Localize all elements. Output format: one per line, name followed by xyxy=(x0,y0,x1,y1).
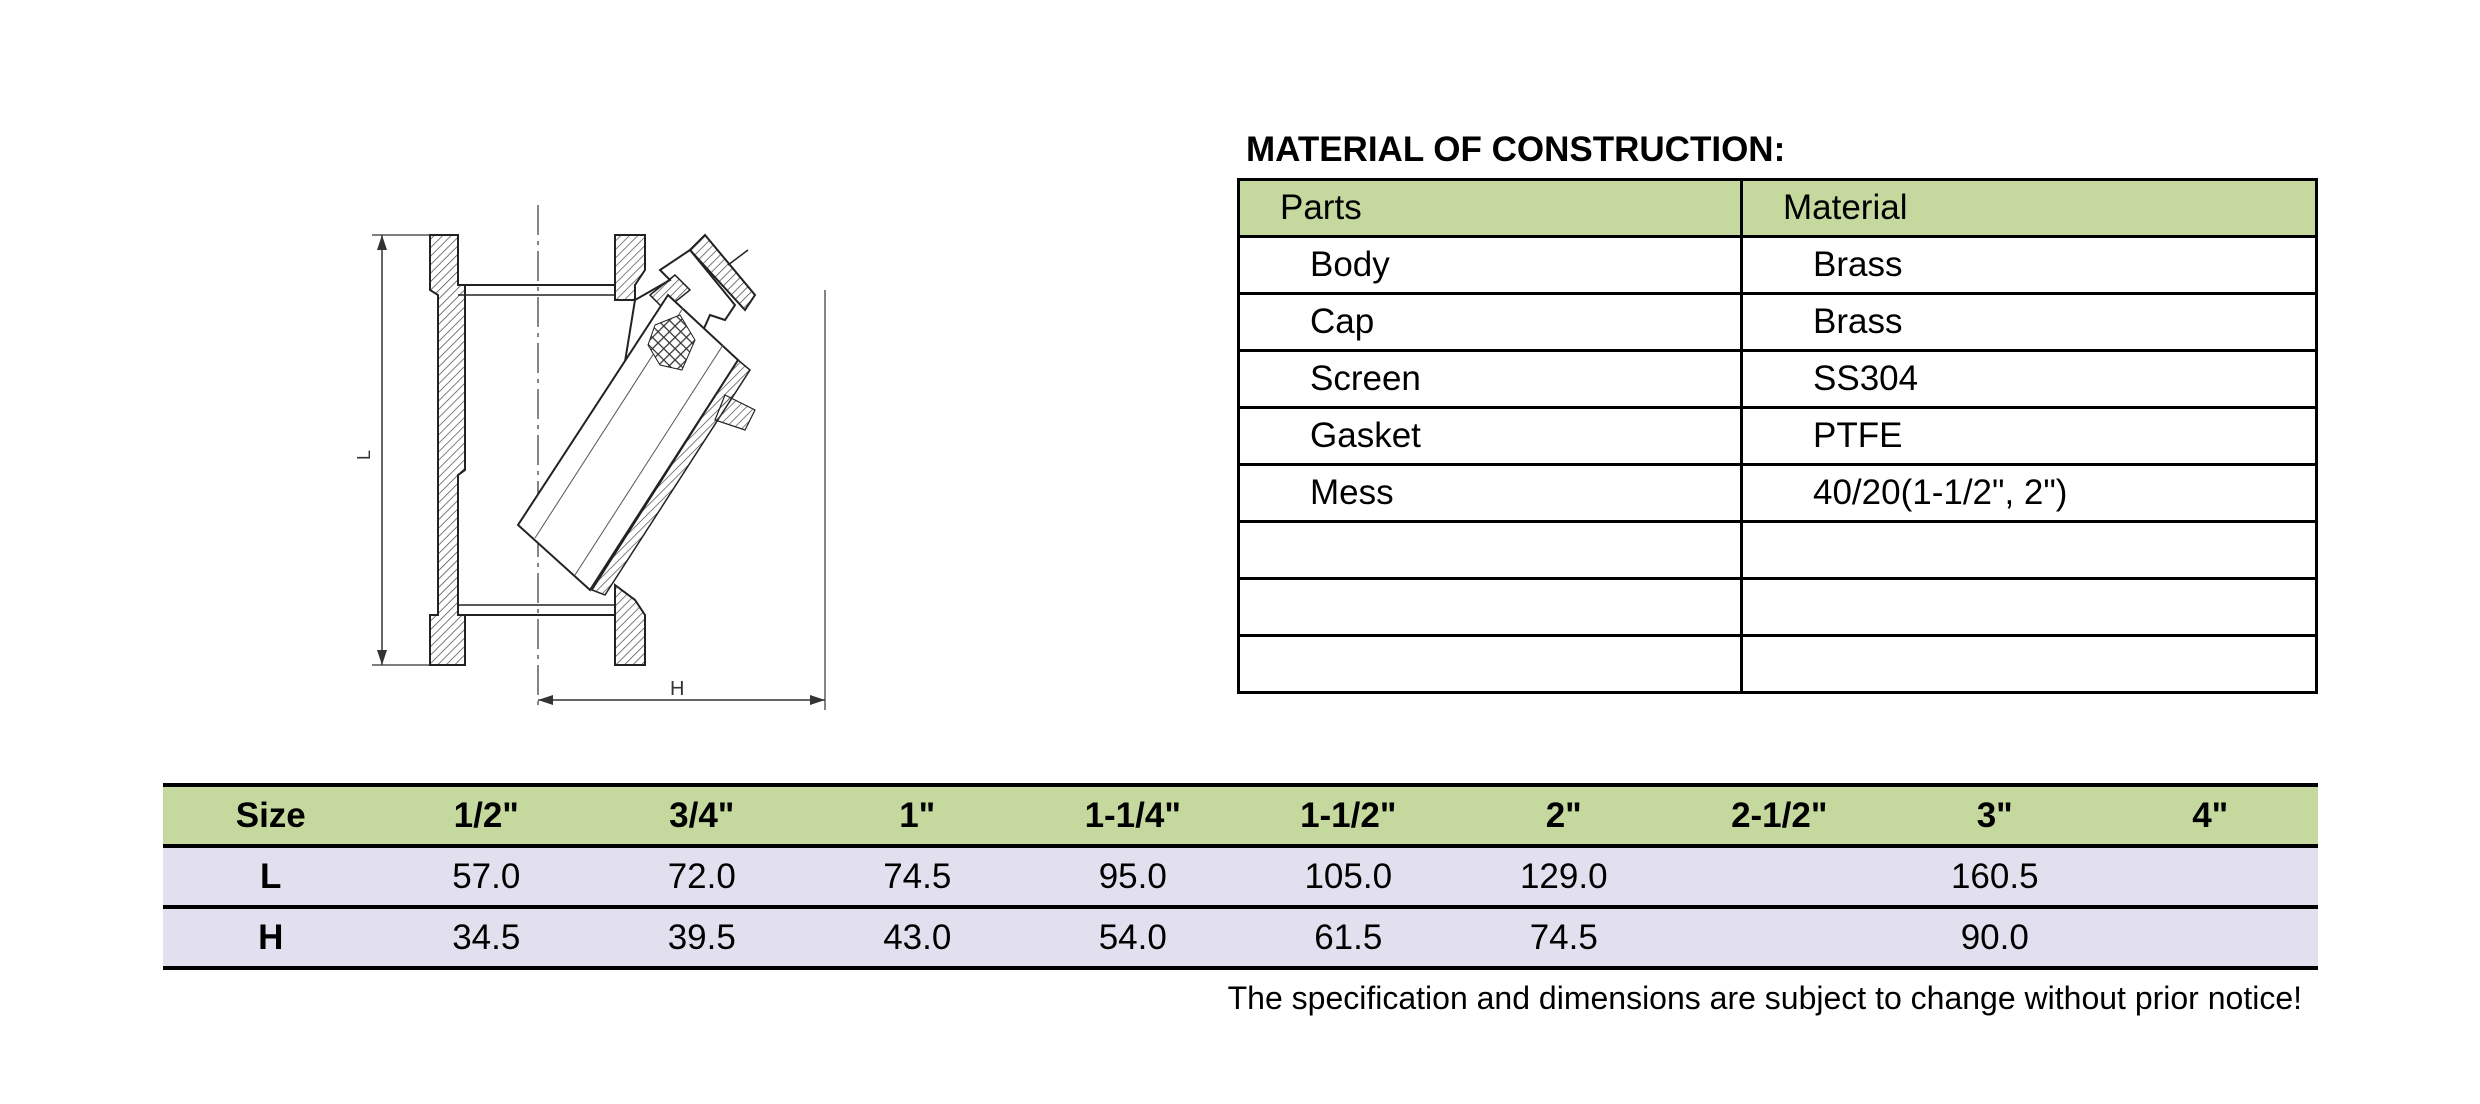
size-cell: 1" xyxy=(810,785,1026,846)
size-cell: 3/4" xyxy=(594,785,810,846)
y-strainer-drawing xyxy=(330,195,890,735)
l-cell: 129.0 xyxy=(1456,846,1672,907)
size-cell: 4" xyxy=(2103,785,2319,846)
l-row xyxy=(163,846,2318,907)
material-row xyxy=(1239,237,2317,294)
l-cell xyxy=(2103,846,2319,907)
h-cell: 61.5 xyxy=(1241,907,1457,968)
h-row xyxy=(163,907,2318,968)
h-cell: 54.0 xyxy=(1025,907,1241,968)
header-material: Material xyxy=(1742,180,2317,237)
material-cell: SS304 xyxy=(1742,351,2317,408)
l-label: L xyxy=(163,846,379,907)
material-table xyxy=(1237,178,2318,694)
size-cell: 1-1/4" xyxy=(1025,785,1241,846)
h-cell xyxy=(1672,907,1888,968)
size-cell: 2-1/2" xyxy=(1672,785,1888,846)
material-cell: PTFE xyxy=(1742,408,2317,465)
material-cell: 40/20(1-1/2", 2") xyxy=(1742,465,2317,522)
l-cell: 95.0 xyxy=(1025,846,1241,907)
part-cell xyxy=(1239,636,1742,693)
l-cell: 160.5 xyxy=(1887,846,2103,907)
part-cell xyxy=(1239,522,1742,579)
l-cell: 105.0 xyxy=(1241,846,1457,907)
material-header-row xyxy=(1239,180,2317,237)
part-cell: Screen xyxy=(1239,351,1742,408)
dimension-h-label: H xyxy=(670,678,685,700)
part-cell: Cap xyxy=(1239,294,1742,351)
size-cell: 1-1/2" xyxy=(1241,785,1457,846)
size-cell: 3" xyxy=(1887,785,2103,846)
size-cell: 1/2" xyxy=(379,785,595,846)
h-cell: 43.0 xyxy=(810,907,1026,968)
part-cell: Body xyxy=(1239,237,1742,294)
material-cell: Brass xyxy=(1742,237,2317,294)
part-cell xyxy=(1239,579,1742,636)
material-cell xyxy=(1742,522,2317,579)
material-row xyxy=(1239,294,2317,351)
material-title: MATERIAL OF CONSTRUCTION: xyxy=(1246,130,1786,169)
material-row xyxy=(1239,408,2317,465)
h-cell: 34.5 xyxy=(379,907,595,968)
size-row xyxy=(163,785,2318,846)
l-cell xyxy=(1672,846,1888,907)
material-cell xyxy=(1742,636,2317,693)
header-parts: Parts xyxy=(1239,180,1742,237)
h-cell xyxy=(2103,907,2319,968)
notice-text: The specification and dimensions are subject to change without prior notice! xyxy=(1227,980,2302,1016)
part-cell: Gasket xyxy=(1239,408,1742,465)
material-row xyxy=(1239,465,2317,522)
material-cell xyxy=(1742,579,2317,636)
h-label: H xyxy=(163,907,379,968)
l-cell: 74.5 xyxy=(810,846,1026,907)
material-row xyxy=(1239,351,2317,408)
l-cell: 72.0 xyxy=(594,846,810,907)
material-cell: Brass xyxy=(1742,294,2317,351)
part-cell: Mess xyxy=(1239,465,1742,522)
h-cell: 74.5 xyxy=(1456,907,1672,968)
material-row-empty xyxy=(1239,522,2317,579)
dimension-table xyxy=(163,783,2318,970)
material-row-empty xyxy=(1239,579,2317,636)
dimension-l-label: L xyxy=(354,449,374,460)
h-cell: 39.5 xyxy=(594,907,810,968)
size-label: Size xyxy=(163,785,379,846)
l-cell: 57.0 xyxy=(379,846,595,907)
size-cell: 2" xyxy=(1456,785,1672,846)
h-cell: 90.0 xyxy=(1887,907,2103,968)
material-row-empty xyxy=(1239,636,2317,693)
